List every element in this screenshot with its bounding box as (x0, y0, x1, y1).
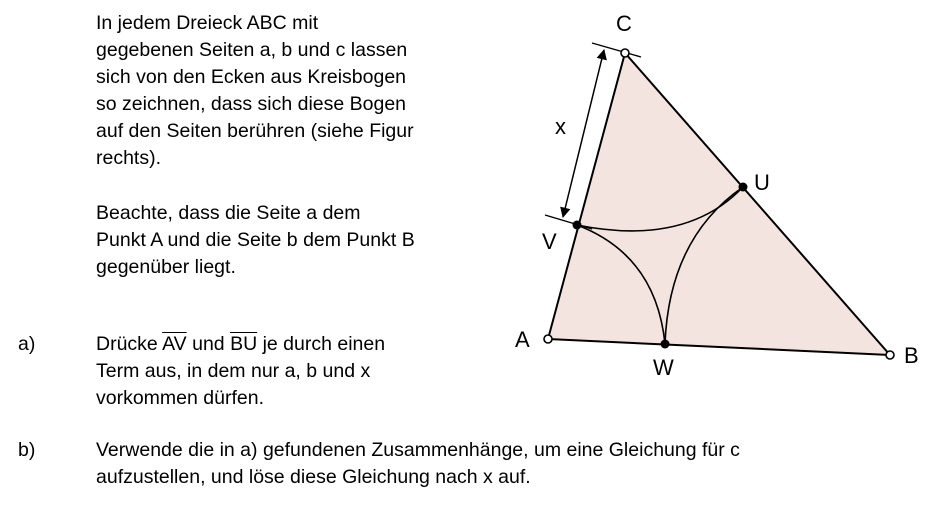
point-b (886, 351, 894, 359)
task-b-label: b) (18, 439, 36, 461)
point-a (544, 335, 552, 343)
task-a-line-3: vorkommen dürfen. (96, 387, 264, 409)
point-v (573, 221, 582, 230)
task-a-prefix: Drücke (96, 333, 163, 355)
task-b-line-2: aufzustellen, und löse diese Gleichung nach x auf. (96, 466, 531, 488)
label-v: V (542, 229, 557, 254)
segment-bu: $\overline{BU}$ (230, 333, 258, 355)
note-line: gegenüber liegt. (96, 256, 236, 278)
label-x: x (555, 114, 566, 139)
intro-line: gegebenen Seiten a, b und c lassen (96, 39, 408, 61)
point-u (739, 183, 748, 192)
dimension-tick-c (592, 43, 641, 57)
point-w (661, 340, 670, 349)
label-c: C (616, 11, 632, 36)
intro-line: In jedem Dreieck ABC mit (96, 12, 319, 34)
task-a-line-2: Term aus, in dem nur a, b und x (96, 360, 371, 382)
intro-line: auf den Seiten berühren (siehe Figur (96, 120, 414, 142)
segment-av: $\overline{AV}$ (162, 333, 187, 355)
task-a-suffix: je durch einen (257, 333, 386, 355)
note-line: Beachte, dass die Seite a dem (96, 202, 361, 224)
intro-line: rechts). (96, 147, 162, 169)
point-c (621, 49, 629, 57)
label-u: U (754, 170, 770, 195)
task-a-label: a) (18, 333, 36, 355)
intro-line: sich von den Ecken aus Kreisbogen (96, 66, 407, 88)
task-b-line-1: Verwende die in a) gefundenen Zusammenhänge, um eine Gleichung für c (96, 439, 740, 461)
intro-line: so zeichnen, dass sich diese Bogen (96, 93, 407, 115)
task-a-mid: und (186, 333, 231, 355)
triangle-abc (548, 53, 890, 355)
label-w: W (653, 355, 674, 380)
note-line: Punkt A und die Seite b dem Punkt B (96, 229, 415, 251)
label-b: B (904, 343, 919, 368)
label-a: A (515, 327, 530, 352)
